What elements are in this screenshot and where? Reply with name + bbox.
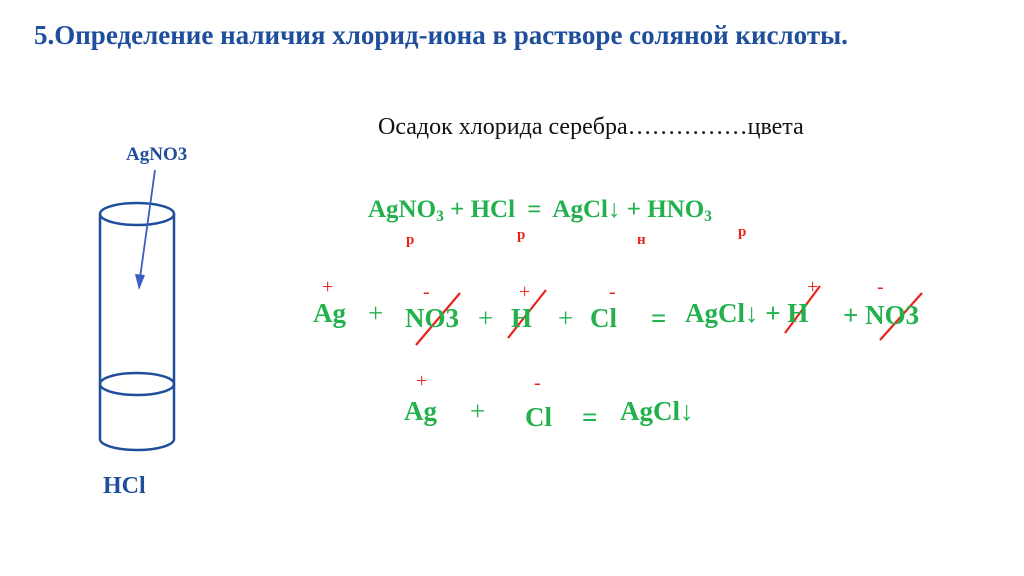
solubility-mark: р: [406, 232, 415, 248]
equals-sign: =: [651, 303, 667, 333]
solution-label: HCl: [103, 473, 146, 499]
ion-charge: -: [534, 372, 541, 394]
plus-sign: +: [478, 303, 494, 333]
ion-charge: -: [609, 281, 616, 303]
ion-charge: +: [416, 370, 428, 392]
reagent-label: AgNO3: [126, 144, 188, 165]
plus-sign: +: [450, 196, 465, 223]
ion-charge: -: [877, 276, 884, 298]
ion-charge: +: [807, 276, 819, 298]
reagent-hcl: HCl: [470, 196, 516, 223]
equals-sign: =: [527, 196, 542, 223]
product-agcl: AgCl↓: [552, 196, 621, 223]
plus-sign: +: [626, 196, 641, 223]
ion-cl: Cl: [590, 303, 617, 333]
liquid-surface: [100, 373, 174, 395]
solubility-mark: н: [637, 232, 646, 248]
ion-no3: NO3: [405, 303, 459, 333]
reagent-agno3: AgNO$_3$: [368, 196, 444, 225]
ion-charge: +: [322, 276, 334, 298]
solubility-mark: р: [517, 227, 526, 243]
product-agcl-and-h: AgCl↓ + H: [685, 298, 809, 328]
equals-sign: =: [582, 402, 598, 432]
tube-bottom: [100, 439, 174, 450]
ion-ag: Ag: [404, 396, 437, 426]
plus-sign: +: [470, 396, 486, 426]
ion-charge: -: [423, 281, 430, 303]
molecular-equation: [368, 197, 712, 224]
ion-h: H: [511, 303, 533, 333]
plus-sign: +: [368, 298, 384, 328]
solubility-mark: р: [738, 224, 747, 240]
ion-cl: Cl: [525, 402, 552, 432]
ion-no3-right: + NO3: [843, 300, 920, 330]
ion-charge: +: [519, 281, 531, 303]
ion-ag: Ag: [313, 298, 346, 328]
dropping-arrow: [135, 170, 155, 290]
tube-mouth: [100, 203, 174, 225]
slide-title: 5.Определение наличия хлорид-иона в растворе соляной кислоты.: [34, 20, 848, 50]
precipitate-question: Осадок хлорида серебра……………цвета: [378, 114, 804, 140]
product-agcl: AgCl↓: [620, 396, 694, 426]
plus-sign: +: [558, 303, 574, 333]
product-hno3: $HNO_3$: [647, 196, 712, 225]
